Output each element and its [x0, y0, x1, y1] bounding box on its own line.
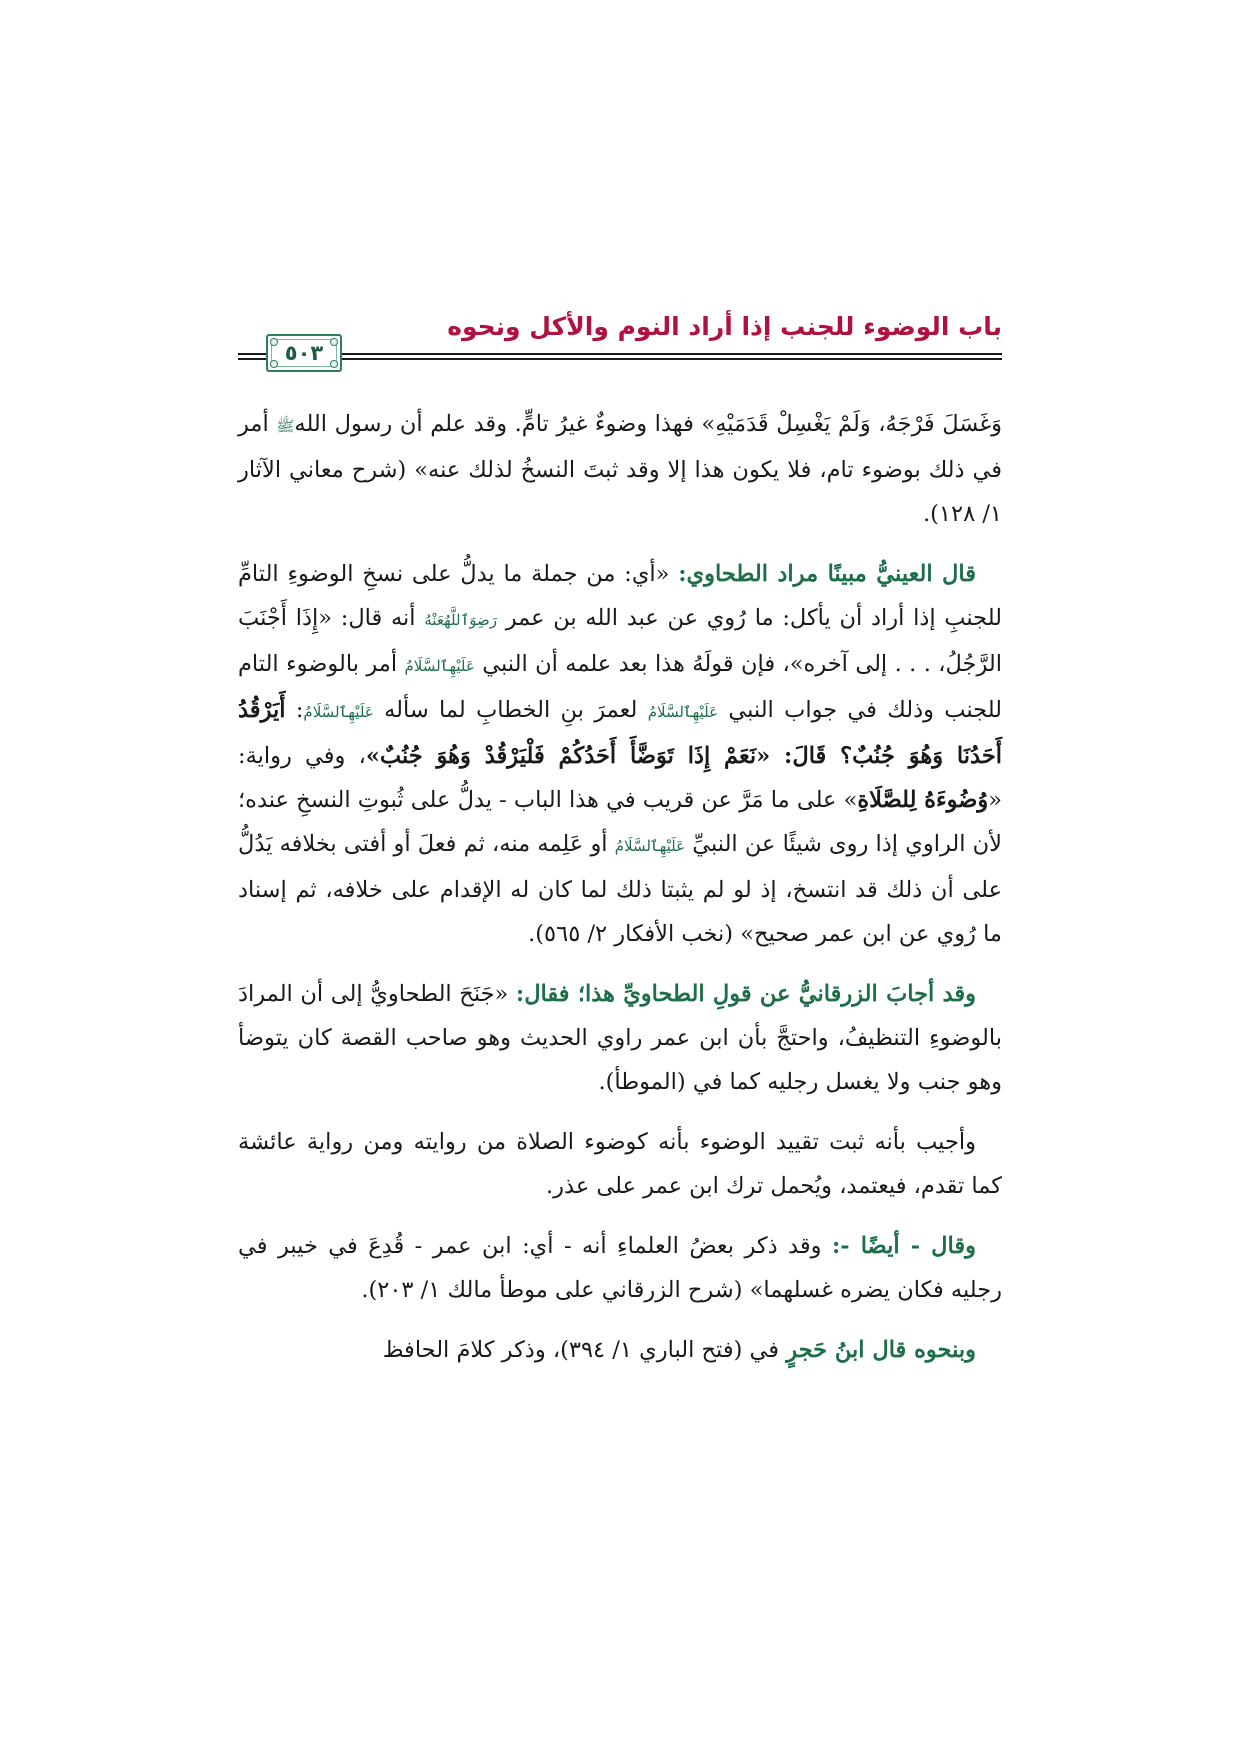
honorific-alayhi-salam: عَلَيْهِٱلسَّلَامُ — [303, 703, 374, 721]
paragraph-zurqani — [238, 972, 1002, 1104]
text-run: أنه قال: «إِذَا أَجْنَبَ الرَّجُلُ، . . . إلى آخره»، فإن قولَهُ هذا بعد علمه أن النبي — [238, 605, 1002, 677]
paragraph-ibn-hajar — [238, 1328, 1002, 1372]
text-run: : — [285, 697, 304, 723]
text-run: أمر بالوضوء التام للجنب وذلك في جواب النبي — [238, 651, 1003, 723]
paragraph-zurqani-also — [238, 1224, 1002, 1312]
honorific-alayhi-salam: عَلَيْهِٱلسَّلَامُ — [404, 657, 475, 675]
paragraph-answer — [238, 1120, 1002, 1208]
ornament-icon — [270, 360, 278, 368]
paragraph-continuation — [238, 402, 1002, 536]
header-rule-top — [238, 353, 1002, 355]
text-run: » على ما مَرَّ عن قريب في هذا الباب - يدلُّ على ثُبوتِ النسخِ عنده؛ لأن الراوي إذا روى شيئًا عن النبيِّ — [238, 787, 1002, 857]
header-rule-bottom — [238, 358, 1002, 360]
hadith-quote: وُضُوءَهُ لِلصَّلَاةِ — [857, 787, 989, 813]
page-number-badge — [266, 334, 342, 372]
paragraph-al-ayni — [238, 552, 1002, 956]
page-header — [238, 312, 1002, 365]
honorific-alayhi-salam: عَلَيْهِٱلسَّلَامُ — [614, 837, 686, 855]
ornament-icon — [270, 338, 278, 346]
honorific-alayhi-salam: عَلَيْهِٱلسَّلَامُ — [647, 703, 719, 721]
honorific-radiyallah: رَضِوَٱللَّهُعَنْهُ — [424, 611, 498, 629]
chapter-title: باب الوضوء للجنب إذا أراد النوم والأكل ونحوه — [447, 312, 1002, 341]
page-number: ٥٠٣ — [284, 341, 324, 365]
lead-heading: وقال - أيضًا -: — [831, 1233, 976, 1259]
ornament-icon — [330, 338, 338, 346]
lead-heading: وقد أجابَ الزرقانيُّ عن قولِ الطحاويِّ هذا؛ فقال: — [515, 981, 976, 1007]
lead-heading: قال العينيُّ مبينًا مراد الطحاوي: — [678, 561, 976, 587]
text-run: «أي: من جملة ما يدلُّ على نسخِ الوضوءِ التامِّ للجنبِ إذا أراد أن يأكل: ما رُوي عن عبد الله بن عمر — [238, 561, 1002, 631]
text-run: في (فتح الباري ١/ ٣٩٤)، وذكر كلامَ الحافظ — [382, 1337, 787, 1363]
lead-heading: وبنحوه قال ابنُ حَجرٍ — [786, 1337, 976, 1363]
text-run: «جَنَحَ الطحاويُّ إلى أن المرادَ بالوضوءِ التنظيفُ، واحتجَّ بأن ابن عمر راوي الحديث وهو صاحب القصة كان يتوضأ وهو جنب ولا يغسل رجليه كما في (الموطأ). — [238, 981, 1002, 1095]
text-run: وأجيب بأنه ثبت تقييد الوضوء بأنه كوضوء الصلاة من روايته ومن رواية عائشة كما تقدم، فيعتمد، ويُحمل ترك ابن عمر على عذر. — [238, 1129, 1002, 1199]
text-run: ، وفي رواية: « — [238, 743, 1003, 813]
page-body — [238, 402, 1002, 1388]
text-run: وَغَسَلَ فَرْجَهُ، وَلَمْ يَغْسِلْ قَدَمَيْهِ» فهذا وضوءٌ غيرُ تامٍّ. وقد علم أن رسول الله — [294, 411, 1002, 437]
ornament-icon — [330, 360, 338, 368]
text-run: لعمرَ بنِ الخطابِ لما سأله — [373, 697, 648, 723]
text-run: أو عَلِمه منه، ثم فعلَ أو أفتى بخلافه يَدُلُّ على أن ذلك قد انتسخ، إذ لو لم يثبتا ذلك لما كان له الإقدام على خلافه، ثم إسناد ما رُوي عن ابن عمر صحيح» (نخب الأفكار ٢/ ٥٦٥). — [238, 831, 1002, 947]
hadith-quote: أَيَرْقُدُ أَحَدُنَا وَهُوَ جُنُبٌ؟ قَالَ: «نَعَمْ إِذَا تَوَضَّأَ أَحَدُكُمْ فَلْيَرْقُدْ وَهُوَ جُنُبٌ» — [238, 697, 1002, 769]
text-run: أمر في ذلك بوضوء تام، فلا يكون هذا إلا وقد ثبتَ النسخُ لذلك عنه» (شرح معاني الآثار ١/ ١٢٨). — [238, 411, 1002, 527]
text-run: وقد ذكر بعضُ العلماءِ أنه - أي: ابن عمر - قُدِعَ في خيبر في رجليه فكان يضره غسلهما» (شرح الزرقاني على موطأ مالك ١/ ٢٠٣). — [238, 1233, 1002, 1303]
honorific-salawat: ﷺ — [276, 417, 295, 435]
